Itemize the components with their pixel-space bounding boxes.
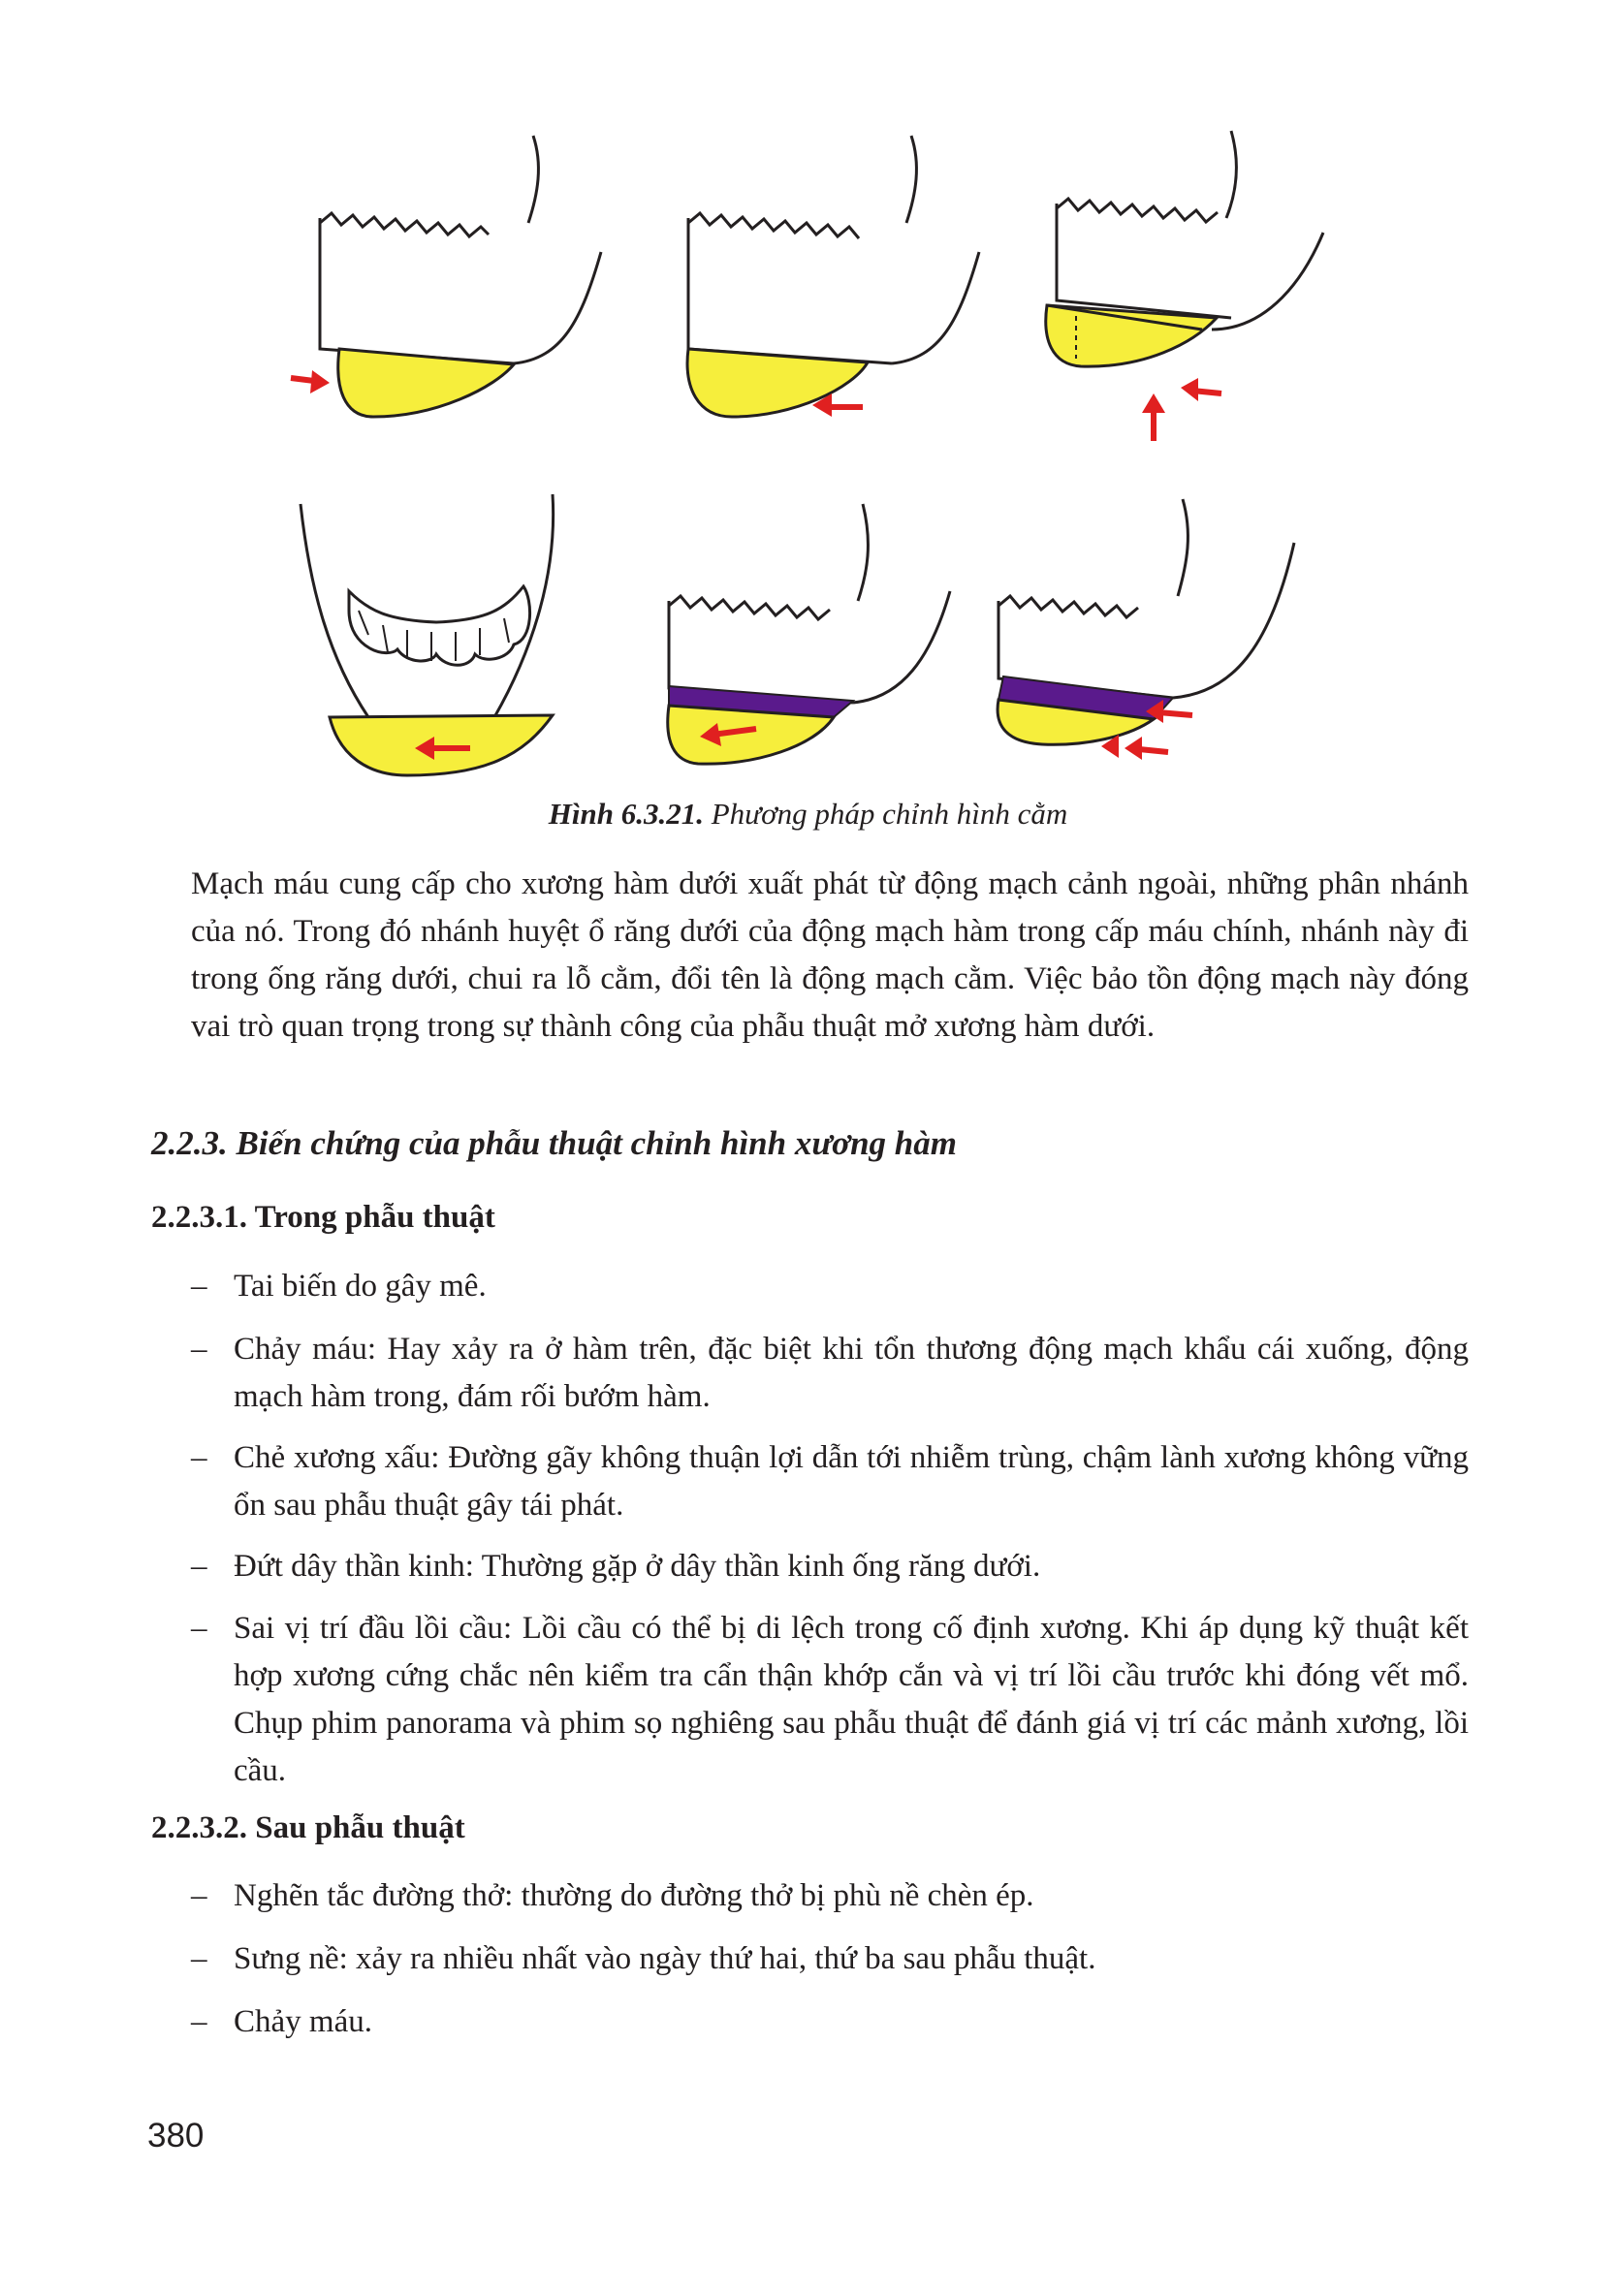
- arrow-up-icon: [1142, 393, 1165, 413]
- list-item: [191, 1998, 1469, 2046]
- list-dash: –: [191, 1269, 207, 1304]
- list-item-text: Nghẽn tắc đường thở: thường do đường thở bị phù nề chèn ép.: [234, 1878, 1034, 1913]
- list-item: [191, 1935, 1469, 1983]
- panel-advancement: [291, 126, 640, 446]
- panel-setback: [669, 126, 1018, 446]
- subsection-heading-intraop: 2.2.3.1. Trong phẫu thuật: [151, 1200, 495, 1235]
- panel-graft: [640, 504, 989, 795]
- caption-label: Hình 6.3.21.: [548, 797, 704, 831]
- list-item-text: Sai vị trí đầu lồi cầu: Lồi cầu có thể bị di lệch trong cố định xương. Khi áp dụng kỹ thuật kết hợp xương cứng chắc nên kiểm tra cẩn thận khớp cắn và vị trí lồi cầu trước khi đóng vết mổ. Chụp phim panorama và phim sọ nghiêng sau phẫu thuật để đánh giá vị trí các mảnh xương, lồi cầu.: [234, 1611, 1469, 1788]
- body-paragraph: Mạch máu cung cấp cho xương hàm dưới xuất phát từ động mạch cảnh ngoài, những phân nhánh của nó. Trong đó nhánh huyệt ổ răng dưới của động mạch hàm trong cấp máu chính, nhánh này đi trong ống răng dưới, chui ra lỗ cằm, đổi tên là động mạch cằm. Việc bảo tồn động mạch này đóng vai trò quan trọng trong sự thành công của phẫu thuật mở xương hàm dưới.: [191, 866, 1469, 1044]
- list-item: [191, 1263, 1469, 1310]
- arrow-right-icon: [310, 370, 330, 393]
- arrow-left-icon: [1181, 378, 1198, 401]
- list-dash: –: [191, 1941, 207, 1976]
- list-item-text: Đứt dây thần kinh: Thường gặp ở dây thần kinh ống răng dưới.: [234, 1549, 1041, 1584]
- list-item-text: Chảy máu: Hay xảy ra ở hàm trên, đặc biệt khi tổn thương động mạch khẩu cái xuống, động mạch hàm trong, đám rối bướm hàm.: [234, 1332, 1469, 1414]
- section-heading: 2.2.3. Biến chứng của phẫu thuật chỉnh hình xương hàm: [151, 1124, 957, 1162]
- list-dash: –: [191, 1332, 207, 1367]
- caption-text: Phương pháp chỉnh hình cằm: [711, 797, 1068, 831]
- list-dash: –: [191, 1549, 207, 1584]
- panel-combined: [989, 494, 1338, 785]
- list-item: [191, 1872, 1469, 1920]
- list-item: [191, 1326, 1469, 1421]
- list-dash: –: [191, 1440, 207, 1475]
- panel-vertical: [1037, 126, 1357, 446]
- list-dash: –: [191, 1611, 207, 1646]
- page-number: 380: [147, 2117, 205, 2154]
- list-item-text: Sưng nề: xảy ra nhiều nhất vào ngày thứ hai, thứ ba sau phẫu thuật.: [234, 1941, 1096, 1976]
- subsection-heading-postop: 2.2.3.2. Sau phẫu thuật: [151, 1810, 465, 1845]
- list-dash: –: [191, 1878, 207, 1913]
- figure-genioplasty: [291, 126, 1338, 785]
- arrow-left-icon: [1125, 737, 1142, 760]
- list-item-text: Chảy máu.: [234, 2004, 372, 2039]
- list-item-text: Chẻ xương xấu: Đường gãy không thuận lợi dẫn tới nhiễm trùng, chậm lành xương không vững ổn sau phẫu thuật gây tái phát.: [234, 1440, 1469, 1523]
- panel-frontal: [291, 494, 611, 785]
- list-item: [191, 1605, 1469, 1795]
- list-item: [191, 1543, 1469, 1590]
- list-dash: –: [191, 2004, 207, 2039]
- list-item: [191, 1434, 1469, 1529]
- figure-caption: [0, 797, 1616, 832]
- list-item-text: Tai biến do gây mê.: [234, 1269, 487, 1304]
